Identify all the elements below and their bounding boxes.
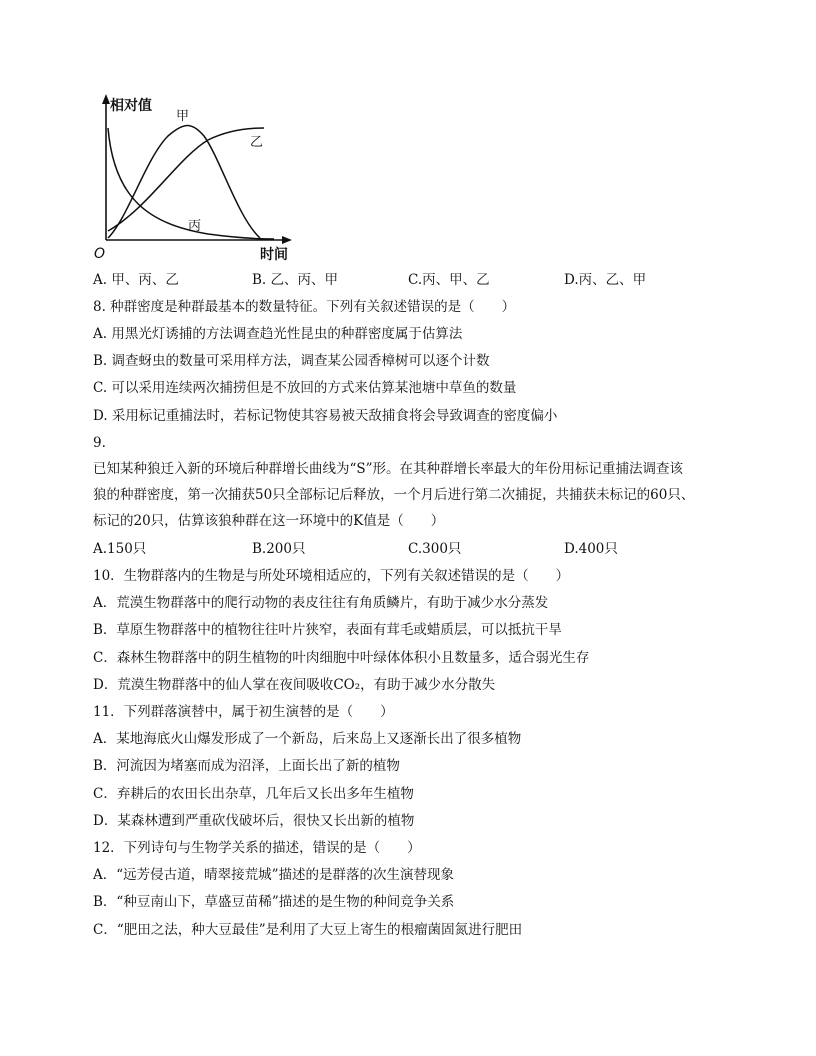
q12-option-c: C．“肥田之法，种大豆最佳”是利用了大豆上寄生的根瘤菌固氮进行肥田 <box>93 922 523 938</box>
q9-stem-line-1: 已知某种狼迁入新的环境后种群增长曲线为“S”形。在其种群增长率最大的年份用标记重捕法调查该 <box>93 461 684 477</box>
q7-option-d: D.丙、乙、甲 <box>564 272 647 288</box>
q12-option-b: B．“种豆南山下，草盛豆苗稀”描述的是生物的种间竞争关系 <box>93 894 455 910</box>
q10-option-c: C．森林生物群落中的阴生植物的叶肉细胞中叶绿体体积小且数量多，适合弱光生存 <box>93 650 590 666</box>
q7-option-c: C.丙、甲、乙 <box>408 272 490 288</box>
q8-option-c: C. 可以采用连续两次捕捞但是不放回的方式来估算某池塘中草鱼的数量 <box>93 380 517 396</box>
q8-option-a: A. 用黑光灯诱捕的方法调查趋光性昆虫的种群密度属于估算法 <box>93 326 463 342</box>
q7-option-a: A. 甲、丙、乙 <box>93 272 179 288</box>
q11-option-c: C．弃耕后的农田长出杂草，几年后又长出多年生植物 <box>93 786 414 802</box>
curve-label-yi: 乙 <box>250 135 264 150</box>
q9-stem-line-2: 狼的种群密度，第一次捕获50只全部标记后释放，一个月后进行第二次捕捉，共捕获未标记的60只、 <box>93 487 695 503</box>
q10-stem: 10．生物群落内的生物是与所处环境相适应的，下列有关叙述错误的是（ ） <box>93 568 570 584</box>
curve-yi <box>108 128 264 231</box>
q9-option-b: B.200只 <box>252 541 306 557</box>
q9-option-c: C.300只 <box>408 541 462 557</box>
curve-label-bing: 丙 <box>188 219 202 234</box>
q11-option-d: D．某森林遭到严重砍伐破坏后，很快又长出新的植物 <box>93 813 415 829</box>
y-axis-label: 相对值 <box>110 98 152 114</box>
q8-option-b: B. 调查蚜虫的数量可采用样方法，调查某公园香樟树可以逐个计数 <box>93 353 490 369</box>
q8-option-d: D. 采用标记重捕法时，若标记物使其容易被天敌捕食将会导致调查的密度偏小 <box>93 408 558 424</box>
q9-stem-line-3: 标记的20只，估算该狼种群在这一环境中的K值是（ ） <box>93 513 445 529</box>
population-curve-figure <box>88 88 308 270</box>
q11-stem: 11．下列群落演替中，属于初生演替的是（ ） <box>93 704 394 720</box>
y-axis-arrow <box>102 94 110 104</box>
q12-option-a: A．“远芳侵古道，晴翠接荒城”描述的是群落的次生演替现象 <box>93 867 455 883</box>
q8-stem: 8. 种群密度是种群最基本的数量特征。下列有关叙述错误的是（ ） <box>93 299 516 315</box>
q10-option-d: D．荒漠生物群落中的仙人掌在夜间吸收CO₂，有助于减少水分散失 <box>93 677 496 693</box>
q9-option-a: A.150只 <box>93 541 147 557</box>
x-axis-arrow <box>282 236 292 244</box>
q12-stem: 12．下列诗句与生物学关系的描述，错误的是（ ） <box>93 840 421 856</box>
q11-option-a: A．某地海底火山爆发形成了一个新岛，后来岛上又逐渐长出了很多植物 <box>93 731 522 747</box>
q10-option-b: B．草原生物群落中的植物往往叶片狭窄，表面有茸毛或蜡质层，可以抵抗干旱 <box>93 622 562 638</box>
q9-option-d: D.400只 <box>564 541 618 557</box>
x-axis-label: 时间 <box>260 247 288 263</box>
q9-number: 9. <box>93 435 106 451</box>
curve-label-jia: 甲 <box>176 109 190 124</box>
q7-option-b: B. 乙、丙、甲 <box>252 272 339 288</box>
q11-option-b: B．河流因为堵塞而成为沼泽，上面长出了新的植物 <box>93 758 400 774</box>
curve-jia <box>108 126 260 239</box>
origin-label: O <box>94 246 106 262</box>
q10-option-a: A．荒漠生物群落中的爬行动物的表皮往往有角质鳞片，有助于减少水分蒸发 <box>93 595 549 611</box>
